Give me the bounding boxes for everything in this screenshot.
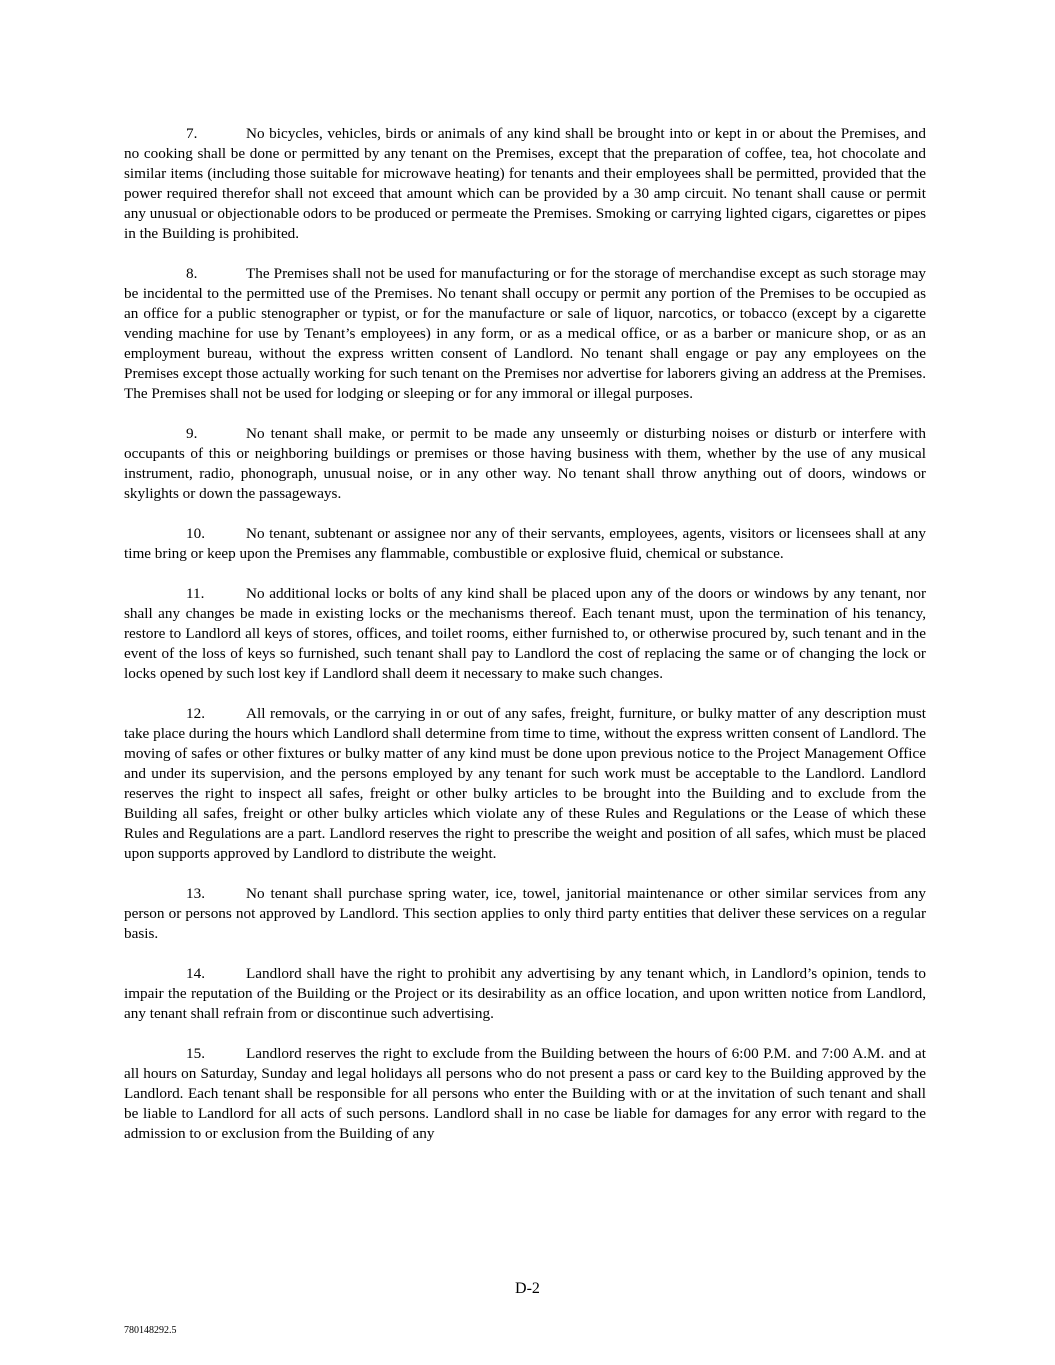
paragraph-number: 10. — [186, 525, 205, 542]
paragraph-text: The Premises shall not be used for manufacturing or for the storage of merchandise except as such storage may be incidental to the permitted use of the Premises. No tenant shall occupy or permit any portion of the Premises to be occupied as an office for a public stenographer or typist, or for the manufacture or sale of liquor, narcotics, or tobacco (except by a cigarette vending machine for use by Tenant’s employees) in any form, or as a medical office, or as a barber or manicure shop, or as an employment bureau, without the express written consent of Landlord. No tenant shall engage or pay any employees on the Premises except those actually working for such tenant on the Premises nor advertise for laborers giving an address at the Premises. The Premises shall not be used for lodging or sleeping or for any immoral or illegal purposes. — [124, 265, 926, 402]
paragraph-number: 15. — [186, 1045, 205, 1062]
paragraph-14 — [124, 964, 926, 1024]
paragraph-number: 13. — [186, 885, 205, 902]
paragraph-10 — [124, 524, 926, 564]
paragraph-7 — [124, 124, 926, 244]
document-id: 780148292.5 — [124, 1325, 177, 1336]
paragraph-text: All removals, or the carrying in or out of any safes, freight, furniture, or bulky matter of any description must take place during the hours which Landlord shall determine from time to time, without the express written consent of Landlord. The moving of safes or other fixtures or bulky matter of any kind must be done upon previous notice to the Project Management Office and under its supervision, and the persons employed by any tenant for such work must be acceptable to the Landlord. Landlord reserves the right to inspect all safes, freight or other bulky articles to be brought into the Building and to exclude from the Building all safes, freight or other bulky articles which violate any of these Rules and Regulations or the Lease of which these Rules and Regulations are a part. Landlord reserves the right to prescribe the weight and position of all safes, which must be placed upon supports approved by Landlord to distribute the weight. — [124, 705, 926, 862]
paragraph-number: 11. — [186, 585, 205, 602]
paragraph-13 — [124, 884, 926, 944]
paragraph-text: No bicycles, vehicles, birds or animals of any kind shall be brought into or kept in or about the Premises, and no cooking shall be done or permitted by any tenant on the Premises, except that the preparation of coffee, tea, hot chocolate and similar items (including those suitable for microwave heating) for tenants and their employees shall be permitted, provided that the power required therefor shall not exceed that amount which can be provided by a 30 amp circuit. No tenant shall cause or permit any unusual or objectionable odors to be produced or permeate the Premises. Smoking or carrying lighted cigars, cigarettes or pipes in the Building is prohibited. — [124, 125, 926, 242]
paragraph-9 — [124, 424, 926, 504]
paragraph-text: Landlord shall have the right to prohibit any advertising by any tenant which, in Landlord’s opinion, tends to impair the reputation of the Building or the Project or its desirability as an office location, and upon written notice from Landlord, any tenant shall refrain from or discontinue such advertising. — [124, 965, 926, 1022]
paragraph-text: Landlord reserves the right to exclude from the Building between the hours of 6:00 P.M. and 7:00 A.M. and at all hours on Saturday, Sunday and legal holidays all persons who do not present a pass or card key to the Building approved by the Landlord. Each tenant shall be responsible for all persons who enter the Building with or at the invitation of such tenant and shall be liable to Landlord for all acts of such persons. Landlord shall in no case be liable for damages for any error with regard to the admission to or exclusion from the Building of any — [124, 1045, 926, 1142]
paragraph-11 — [124, 584, 926, 684]
paragraph-12 — [124, 704, 926, 864]
paragraph-number: 7. — [186, 125, 198, 142]
paragraph-text: No tenant shall purchase spring water, ice, towel, janitorial maintenance or other similar services from any person or persons not approved by Landlord. This section applies to only third party entities that deliver these services on a regular basis. — [124, 885, 926, 942]
paragraph-number: 9. — [186, 425, 198, 442]
paragraph-number: 12. — [186, 705, 205, 722]
paragraph-8 — [124, 264, 926, 404]
document-body — [124, 124, 926, 1164]
page-number: D-2 — [515, 1280, 540, 1297]
paragraph-text: No tenant, subtenant or assignee nor any of their servants, employees, agents, visitors or licensees shall at any time bring or keep upon the Premises any flammable, combustible or explosive fluid, chemical or substance. — [124, 525, 926, 562]
paragraph-text: No tenant shall make, or permit to be made any unseemly or disturbing noises or disturb or interfere with occupants of this or neighboring buildings or premises or those having business with them, whether by the use of any musical instrument, radio, phonograph, unusual noise, or in any other way. No tenant shall throw anything out of doors, windows or skylights or down the passageways. — [124, 425, 926, 502]
paragraph-text: No additional locks or bolts of any kind shall be placed upon any of the doors or windows by any tenant, nor shall any changes be made in existing locks or the mechanisms thereof. Each tenant must, upon the termination of his tenancy, restore to Landlord all keys of stores, offices, and toilet rooms, either furnished to, or otherwise procured by, such tenant and in the event of the loss of keys so furnished, such tenant shall pay to Landlord the cost of replacing the same or of changing the lock or locks opened by such lost key if Landlord shall deem it necessary to make such changes. — [124, 585, 926, 682]
paragraph-number: 8. — [186, 265, 198, 282]
paragraph-15 — [124, 1044, 926, 1144]
paragraph-number: 14. — [186, 965, 205, 982]
